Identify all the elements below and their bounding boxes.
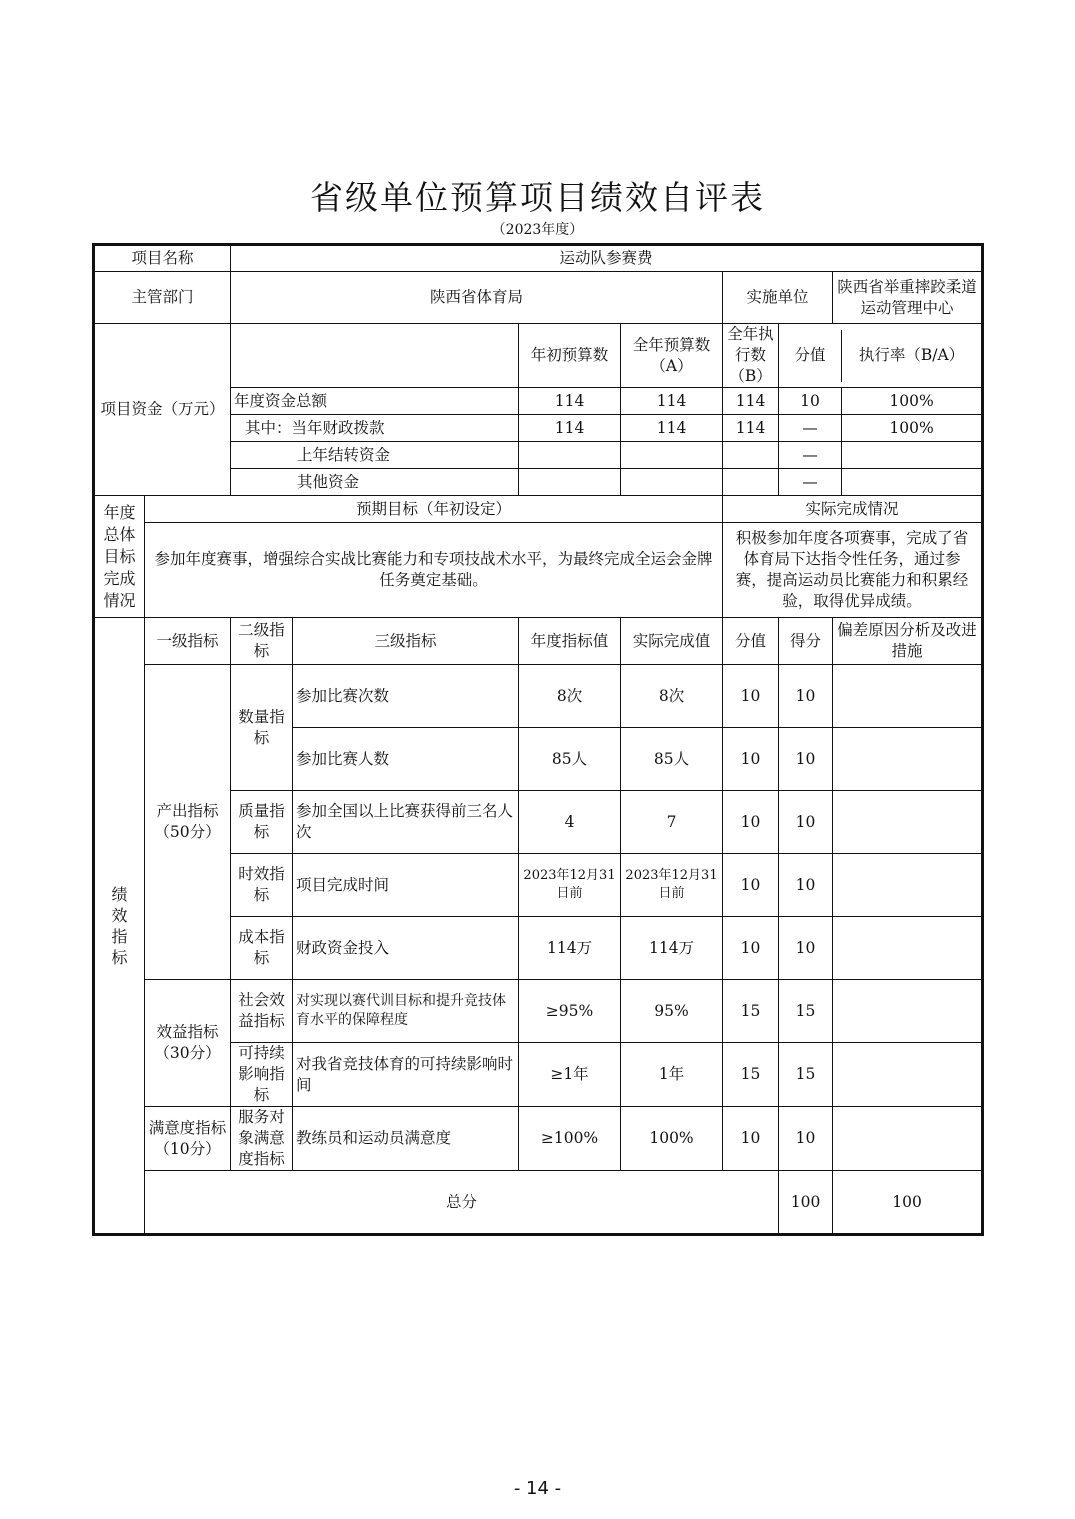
indicator-actual: 95% (621, 980, 723, 1043)
indicator-analysis (833, 728, 982, 791)
funds-row-score-value: 10 (779, 388, 842, 414)
page-number: - 14 - (513, 1478, 562, 1499)
indicator-target: ≥100% (519, 1107, 621, 1171)
indicator-score-value: 10 (723, 854, 779, 917)
implementing-unit-label: 实施单位 (723, 272, 833, 324)
funds-row-split-inner (779, 388, 981, 414)
funds-row-split-inner (779, 442, 981, 468)
indicator-actual: 85人 (621, 728, 723, 791)
funds-header-score-value: 分值 (779, 330, 842, 382)
goals-expected-text: 参加年度赛事，增强综合实战比赛能力和专项技战术水平，为最终完成全运会金牌任务奠定基础。 (145, 523, 723, 618)
indicator-score: 15 (779, 1043, 833, 1107)
funds-row-split (779, 442, 982, 469)
funds-row-split (779, 415, 982, 442)
total-score: 100 (833, 1171, 982, 1234)
funds-row-score-value: — (779, 415, 842, 441)
project-name-label: 项目名称 (95, 246, 231, 272)
indicator-actual: 2023年12月31日前 (621, 854, 723, 917)
indicator-actual: 1年 (621, 1043, 723, 1107)
indicator-score-value: 10 (723, 1107, 779, 1171)
total-label: 总分 (145, 1171, 779, 1234)
funds-row-split (779, 388, 982, 415)
indicator-name: 参加比赛次数 (293, 665, 519, 728)
indicator-score-value: 10 (723, 728, 779, 791)
funds-row-executed (723, 442, 779, 469)
funds-row-split-inner (779, 415, 981, 441)
indicator-score-value: 10 (723, 791, 779, 854)
indicator-target: ≥1年 (519, 1043, 621, 1107)
indicator-score-value: 15 (723, 980, 779, 1043)
funds-row-annual (621, 442, 723, 469)
page-subtitle: （2023年度） (491, 222, 584, 238)
goals-label: 年度总体目标完成情况 (95, 496, 145, 618)
indicator-analysis (833, 917, 982, 980)
funds-header-blank (231, 324, 519, 388)
goals-actual-header: 实际完成情况 (723, 496, 982, 523)
header-analysis: 偏差原因分析及改进措施 (833, 618, 982, 665)
funds-row-rate (842, 442, 982, 468)
header-level2: 二级指标 (231, 618, 293, 665)
indicator-analysis (833, 1043, 982, 1107)
indicator-analysis (833, 1107, 982, 1171)
funds-row-split (779, 469, 982, 496)
indicator-row (95, 665, 982, 728)
indicator-analysis (833, 980, 982, 1043)
indicator-header-row (95, 618, 982, 665)
indicator-score: 10 (779, 1107, 833, 1171)
indicator-name: 参加全国以上比赛获得前三名人次 (293, 791, 519, 854)
funds-header-annual: 全年预算数（A） (621, 324, 723, 388)
subgroup-sustain: 可持续影响指标 (231, 1043, 293, 1107)
subgroup-quality: 质量指标 (231, 791, 293, 854)
indicator-actual: 100% (621, 1107, 723, 1171)
indicator-target: 114万 (519, 917, 621, 980)
header-level3: 三级指标 (293, 618, 519, 665)
indicator-score: 15 (779, 980, 833, 1043)
funds-row-score-value: — (779, 442, 842, 468)
indicator-actual: 7 (621, 791, 723, 854)
header-score-value: 分值 (723, 618, 779, 665)
indicator-target: 2023年12月31日前 (519, 854, 621, 917)
funds-row-rate: 100% (889, 391, 934, 410)
indicator-score: 10 (779, 665, 833, 728)
funds-row-rate (842, 469, 982, 495)
subgroup-service: 服务对象满意度指标 (231, 1107, 293, 1171)
funds-row-annual: 114 (621, 388, 723, 415)
indicator-score: 10 (779, 917, 833, 980)
indicator-score-value: 10 (723, 665, 779, 728)
funds-header-rate: 执行率（B/A） (858, 346, 965, 364)
funds-row-name: 其中：当年财政拨款 (231, 415, 519, 442)
funds-row-split-inner (779, 469, 981, 495)
project-name-row (95, 246, 982, 272)
goals-expected-header: 预期目标（年初设定） (145, 496, 723, 523)
indicator-name: 教练员和运动员满意度 (293, 1107, 519, 1171)
indicator-analysis (833, 665, 982, 728)
funds-header-group (779, 324, 982, 388)
funds-row-executed: 114 (723, 388, 779, 415)
indicator-target: ≥95% (519, 980, 621, 1043)
header-level1: 一级指标 (145, 618, 231, 665)
implementing-unit-value: 陕西省举重摔跤柔道运动管理中心 (833, 272, 982, 324)
subgroup-cost: 成本指标 (231, 917, 293, 980)
indicators-label: 绩效指标 (95, 618, 145, 1234)
evaluation-table (94, 245, 982, 1234)
indicator-target: 8次 (519, 665, 621, 728)
funds-row-name: 其他资金 (231, 469, 519, 496)
project-name-value: 运动队参赛费 (231, 246, 982, 272)
indicator-name: 项目完成时间 (293, 854, 519, 917)
goals-actual-text: 积极参加年度各项赛事，完成了省体育局下达指令性任务，通过参赛，提高运动员比赛能力和积累经验，取得优异成绩。 (723, 523, 982, 618)
funds-row-initial (519, 469, 621, 496)
indicator-score: 10 (779, 791, 833, 854)
funds-header-executed: 全年执行数（B） (723, 324, 779, 388)
funds-row-score-value: — (779, 469, 842, 495)
group-output: 产出指标（50分） (145, 665, 231, 980)
goals-header-row (95, 496, 982, 523)
department-label: 主管部门 (95, 272, 231, 324)
indicator-name: 参加比赛人数 (293, 728, 519, 791)
indicator-target: 85人 (519, 728, 621, 791)
funds-row-executed: 114 (723, 415, 779, 442)
goals-content-row (95, 523, 982, 618)
header-target: 年度指标值 (519, 618, 621, 665)
funds-row-executed (723, 469, 779, 496)
indicator-analysis (833, 854, 982, 917)
page-title: 省级单位预算项目绩效自评表 (310, 178, 765, 217)
indicator-score: 10 (779, 854, 833, 917)
funds-row-name: 上年结转资金 (231, 442, 519, 469)
funds-header-row (95, 324, 982, 388)
indicator-name: 对实现以赛代训目标和提升竞技体育水平的保障程度 (293, 980, 519, 1043)
total-row (95, 1171, 982, 1234)
indicator-score: 10 (779, 728, 833, 791)
funds-row-name: 年度资金总额 (231, 388, 519, 415)
funds-header-split (779, 330, 981, 382)
indicator-score-value: 10 (723, 917, 779, 980)
funds-row-annual (621, 469, 723, 496)
group-satisfaction: 满意度指标（10分） (145, 1107, 231, 1171)
funds-row-annual: 114 (621, 415, 723, 442)
indicator-analysis (833, 791, 982, 854)
indicator-row (95, 1107, 982, 1171)
subgroup-timeliness: 时效指标 (231, 854, 293, 917)
indicator-actual: 114万 (621, 917, 723, 980)
funds-header-initial: 年初预算数 (519, 324, 621, 388)
indicator-name: 对我省竞技体育的可持续影响时间 (293, 1043, 519, 1107)
funds-row-initial: 114 (519, 415, 621, 442)
indicator-score-value: 15 (723, 1043, 779, 1107)
funds-row-initial (519, 442, 621, 469)
total-score-value: 100 (779, 1171, 833, 1234)
indicator-row (95, 980, 982, 1043)
indicator-target: 4 (519, 791, 621, 854)
funds-label: 项目资金（万元） (95, 324, 231, 496)
group-benefit: 效益指标（30分） (145, 980, 231, 1107)
header-actual: 实际完成值 (621, 618, 723, 665)
department-row (95, 272, 982, 324)
funds-row-initial: 114 (519, 388, 621, 415)
subgroup-social: 社会效益指标 (231, 980, 293, 1043)
indicator-name: 财政资金投入 (293, 917, 519, 980)
department-value: 陕西省体育局 (231, 272, 723, 324)
funds-row-rate: 100% (889, 418, 934, 437)
header-score: 得分 (779, 618, 833, 665)
indicator-actual: 8次 (621, 665, 723, 728)
subgroup-quantity: 数量指标 (231, 665, 293, 791)
